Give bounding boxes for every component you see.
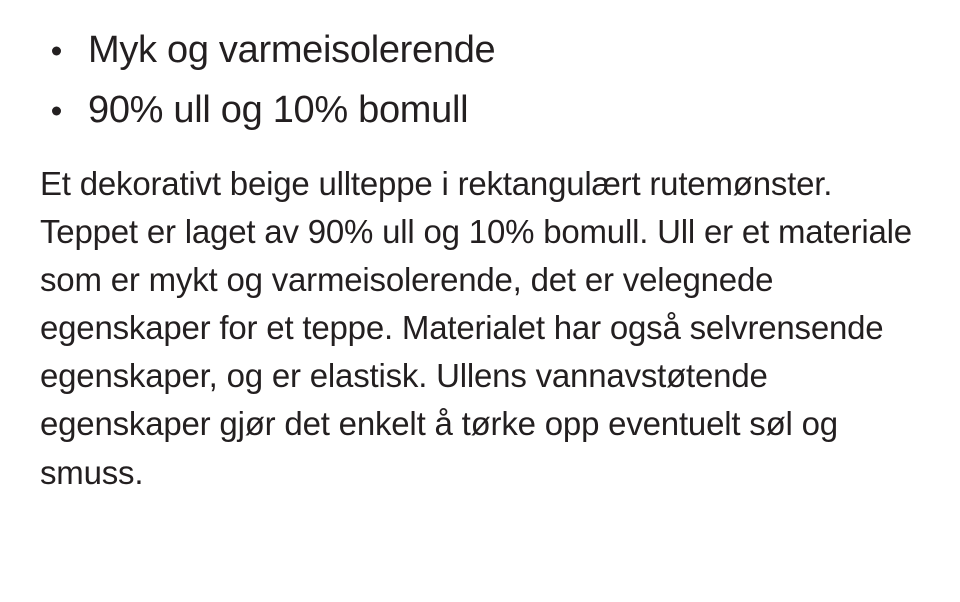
product-highlights-list <box>40 22 920 140</box>
highlight-label: Myk og varmeisolerende <box>88 29 496 71</box>
bullet-point-icon <box>52 46 61 55</box>
highlight-label: 90% ull og 10% bomull <box>88 88 469 131</box>
bullet-point-icon <box>52 106 61 115</box>
product-description-text: Et dekorativt beige ullteppe i rektangulært rutemønster. Teppet er laget av 90% ull og 10% bomull. Ull er et materiale som er mykt og varmeisolerende, det er velegnede egenskaper for et teppe. Materialet har også selvrensende egenskaper, og er elastisk. Ullens vannavstøtende egenskaper gjør det enkelt å tørke opp eventuelt søl og smuss. <box>40 164 912 491</box>
list-item <box>40 22 920 80</box>
list-item <box>40 82 920 140</box>
